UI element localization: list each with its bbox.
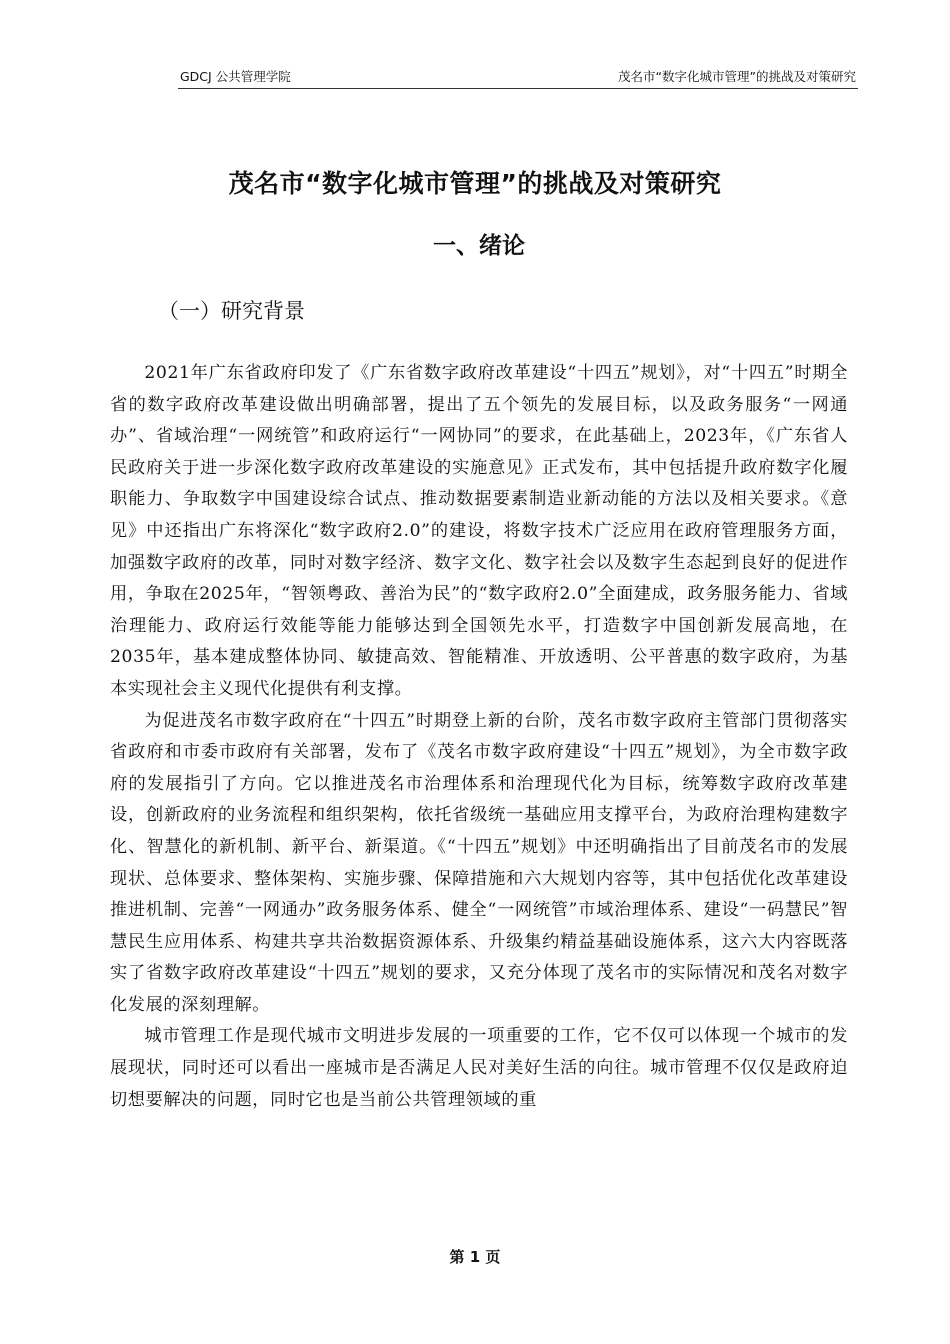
paragraph: 2021年广东省政府印发了《广东省数字政府改革建设“十四五”规划》，对“十四五”时期全省的数字政府改革建设做出明确部署，提出了五个领先的发展目标，以及政务服务“一网通办”、省域治理“一网统管”和政府运行“一网协同”的要求，在此基础上，2023年，《广东省人民政府关于进一步深化数字政府改革建设的实施意见》正式发布，其中包括提升政府数字化履职能力、争取数字中国建设综合试点、推动数据要素制造业新动能的方法以及相关要求。《意见》中还指出广东将深化“数字政府2.0”的建设，将数字技术广泛应用在政府管理服务方面，加强数字政府的改革，同时对数字经济、数字文化、数字社会以及数字生态起到良好的促进作用，争取在2025年，“智领粤政、善治为民”的“数字政府2.0”全面建成，政务服务能力、省域治理能力、政府运行效能等能力能够达到全国领先水平，打造数字中国创新发展高地，在2035年，基本建成整体协同、敏捷高效、智能精准、开放透明、公平普惠的数字政府，为基本实现社会主义现代化提供有利支撑。 (110, 363, 848, 699)
document-title: 茂名市“数字化城市管理”的挑战及对策研究 (228, 169, 722, 198)
header-institution: GDCJ 公共管理学院 (180, 69, 291, 84)
header-running-title: 茂名市“数字化城市管理”的挑战及对策研究 (618, 69, 856, 84)
subsection-heading: （一）研究背景 (158, 299, 305, 323)
page-header (178, 68, 858, 89)
section-heading: 一、绪论 (433, 233, 525, 259)
paragraph: 城市管理工作是现代城市文明进步发展的一项重要的工作，它不仅可以体现一个城市的发展现状，同时还可以看出一座城市是否满足人民对美好生活的向往。城市管理不仅仅是政府迫切想要解决的问题，同时它也是当前公共管理领域的重 (110, 1026, 848, 1110)
page-number: 第 1 页 (449, 1248, 501, 1266)
paragraph: 为促进茂名市数字政府在“十四五”时期登上新的台阶，茂名市数字政府主管部门贯彻落实省政府和市委市政府有关部署，发布了《茂名市数字政府建设“十四五”规划》，为全市数字政府的发展指引了方向。它以推进茂名市治理体系和治理现代化为目标，统筹数字政府改革建设，创新政府的业务流程和组织架构，依托省级统一基础应用支撑平台，为政府治理构建数字化、智慧化的新机制、新平台、新渠道。《“十四五”规划》中还明确指出了目前茂名市的发展现状、总体要求、整体架构、实施步骤、保障措施和六大规划内容等，其中包括优化改革建设推进机制、完善“一网通办”政务服务体系、健全“一网统管”市域治理体系、建设“一码慧民”智慧民生应用体系、构建共享共治数据资源体系、升级集约精益基础设施体系，这六大内容既落实了省数字政府改革建设“十四五”规划的要求，又充分体现了茂名市的实际情况和茂名对数字化发展的深刻理解。 (110, 710, 848, 1015)
body-text (110, 358, 848, 1116)
